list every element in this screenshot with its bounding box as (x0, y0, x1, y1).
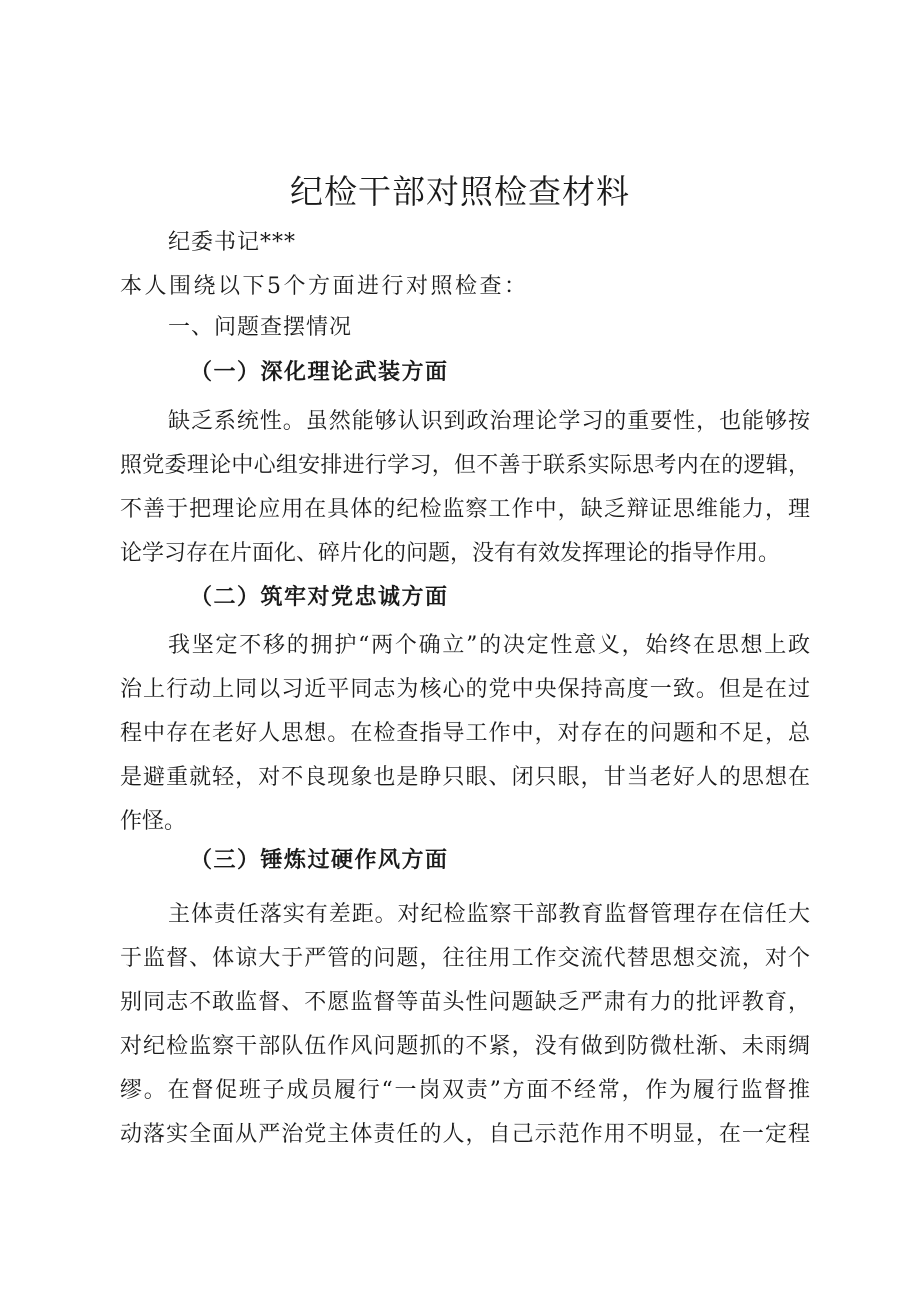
paragraph-line: 我坚定不移的拥护“两个确立”的决定性意义，始终在思想上政 (168, 633, 810, 658)
paragraph-line: 程中存在老好人思想。在检查指导工作中，对存在的问题和不足，总 (120, 721, 810, 746)
paragraph-line: 是避重就轻，对不良现象也是睁只眼、闭只眼，甘当老好人的思想在 (120, 765, 810, 790)
document-title: 纪检干部对照检查材料 (290, 172, 630, 211)
subsection-heading-style: （三）锤炼过硬作风方面 (190, 847, 449, 873)
paragraph-line: 不善于把理论应用在具体的纪检监察工作中，缺乏辩证思维能力，理 (120, 497, 810, 522)
paragraph-line: 论学习存在片面化、碎片化的问题，没有有效发挥理论的指导作用。 (120, 541, 781, 566)
paragraph-loyalty (120, 624, 810, 844)
author-line: 纪委书记*** (168, 230, 297, 255)
paragraph-line: 作怪。 (120, 809, 187, 834)
subsection-heading-loyalty: （二）筑牢对党忠诚方面 (190, 584, 449, 610)
paragraph-style (120, 893, 810, 1157)
paragraph-line: 别同志不敢监督、不愿监督等苗头性问题缺乏严肃有力的批评教育， (120, 990, 810, 1015)
paragraph-line: 对纪检监察干部队伍作风问题抓的不紧，没有做到防微杜渐、未雨绸 (120, 1034, 810, 1059)
paragraph-theory (120, 400, 810, 576)
paragraph-line: 主体责任落实有差距。对纪检监察干部教育监督管理存在信任大 (168, 902, 810, 927)
subsection-heading-theory: （一）深化理论武装方面 (190, 359, 449, 385)
paragraph-line: 照党委理论中心组安排进行学习，但不善于联系实际思考内在的逻辑， (120, 453, 810, 478)
section-heading-problems: 一、问题查摆情况 (168, 315, 353, 340)
intro-line: 本人围绕以下5个方面进行对照检查： (120, 274, 529, 299)
paragraph-line: 动落实全面从严治党主体责任的人，自己示范作用不明显，在一定程 (120, 1122, 810, 1147)
paragraph-line: 缪。在督促班子成员履行“一岗双责”方面不经常，作为履行监督推 (120, 1078, 810, 1103)
paragraph-line: 治上行动上同以习近平同志为核心的党中央保持高度一致。但是在过 (120, 677, 810, 702)
paragraph-line: 缺乏系统性。虽然能够认识到政治理论学习的重要性，也能够按 (168, 409, 810, 434)
paragraph-line: 于监督、体谅大于严管的问题，往往用工作交流代替思想交流，对个 (120, 946, 810, 971)
